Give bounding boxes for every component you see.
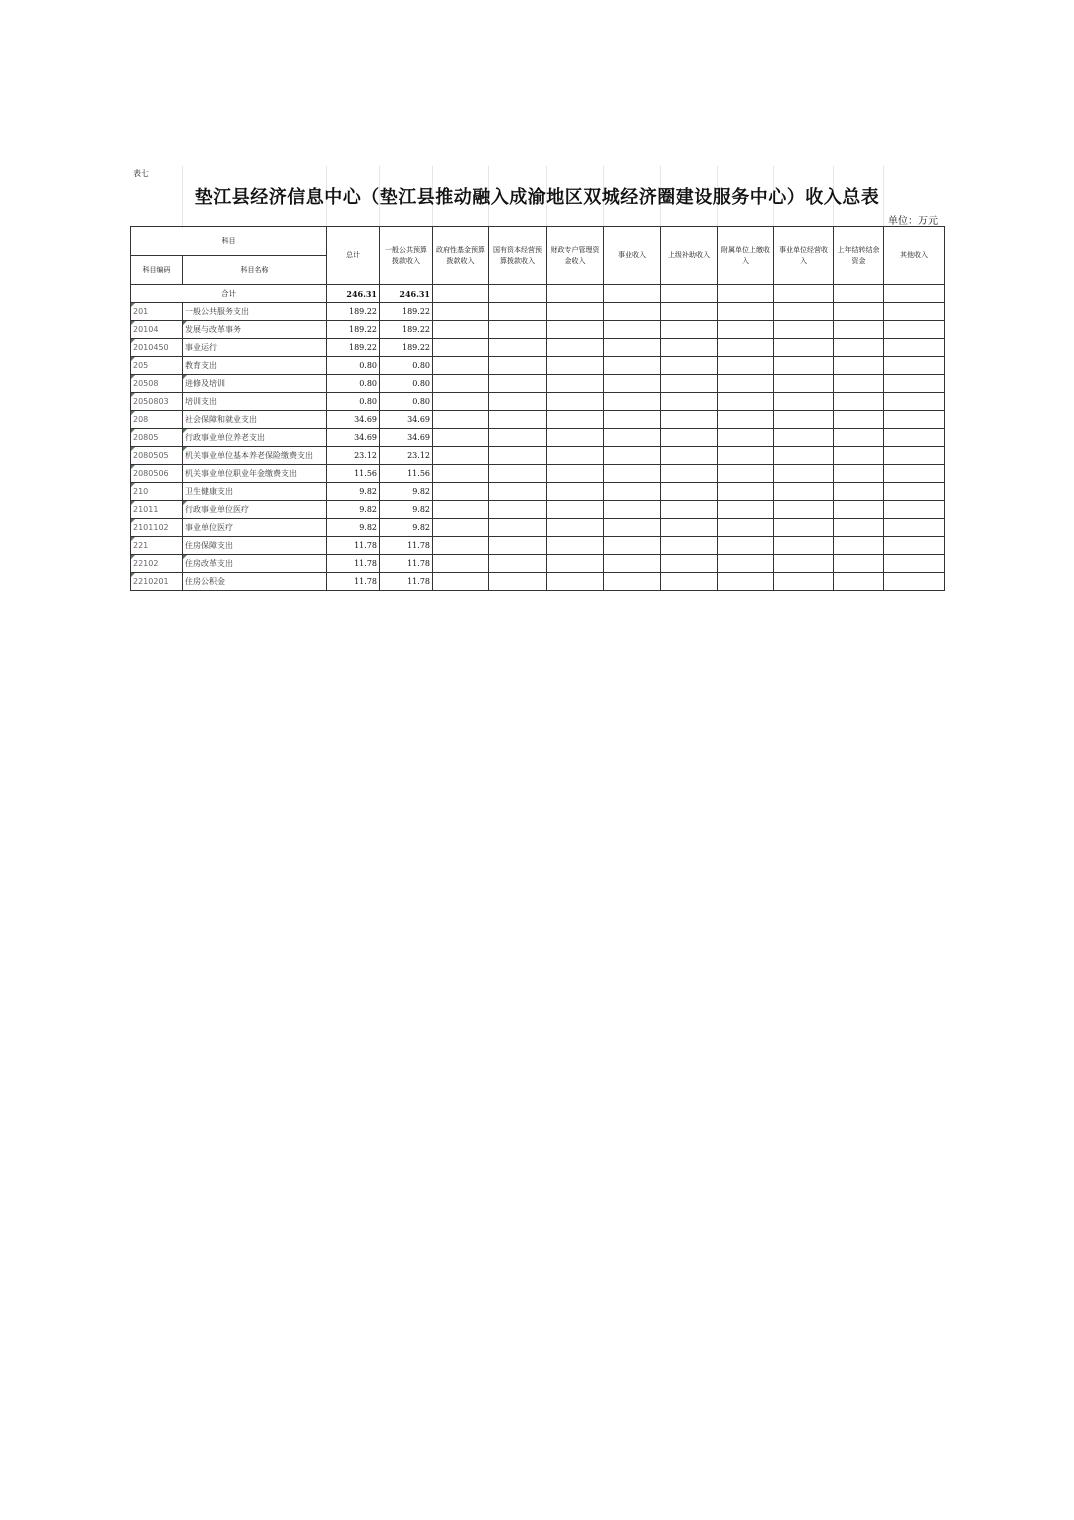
empty-cell: [774, 501, 834, 519]
header-col-other: 其他收入: [884, 227, 945, 285]
empty-cell: [774, 429, 834, 447]
header-col-general: 一般公共预算拨款收入: [380, 227, 433, 285]
empty-cell: [489, 501, 547, 519]
empty-cell: [489, 303, 547, 321]
header-code: 科目编码: [131, 256, 183, 285]
empty-cell: [718, 429, 774, 447]
empty-cell: [604, 447, 661, 465]
empty-cell: [718, 411, 774, 429]
empty-cell: [433, 321, 489, 339]
empty-cell: [547, 375, 604, 393]
empty-cell: [661, 501, 718, 519]
empty-cell: [604, 357, 661, 375]
table-row: [131, 303, 945, 321]
empty-cell: [489, 321, 547, 339]
empty-cell: [604, 465, 661, 483]
empty-cell: [661, 429, 718, 447]
empty-cell: [547, 573, 604, 591]
table-row: [131, 519, 945, 537]
header-row: [131, 227, 945, 256]
empty-cell: [489, 339, 547, 357]
empty-cell: [433, 303, 489, 321]
empty-cell: [604, 519, 661, 537]
empty-cell: [718, 375, 774, 393]
row-total: 34.69: [327, 411, 380, 429]
header-col-affiliate: 附属单位上缴收入: [718, 227, 774, 285]
empty-cell: [433, 573, 489, 591]
row-total: 189.22: [327, 339, 380, 357]
empty-cell: [884, 321, 945, 339]
row-general: 11.78: [380, 555, 433, 573]
row-total: 0.80: [327, 375, 380, 393]
empty-cell: [433, 411, 489, 429]
row-name: 事业单位医疗: [183, 519, 327, 537]
empty-cell: [489, 573, 547, 591]
empty-cell: [834, 303, 884, 321]
row-total: 0.80: [327, 357, 380, 375]
row-total: 189.22: [327, 321, 380, 339]
row-total: 0.80: [327, 393, 380, 411]
row-general: 34.69: [380, 411, 433, 429]
empty-cell: [489, 465, 547, 483]
empty-cell: [884, 357, 945, 375]
empty-cell: [547, 501, 604, 519]
row-total: 9.82: [327, 501, 380, 519]
empty-cell: [547, 339, 604, 357]
empty-cell: [547, 447, 604, 465]
empty-cell: [433, 447, 489, 465]
row-name: 发展与改革事务: [183, 321, 327, 339]
row-code: 20508: [131, 375, 183, 393]
row-total: 11.78: [327, 537, 380, 555]
empty-cell: [834, 555, 884, 573]
form-label-row: [130, 166, 944, 180]
empty-cell: [433, 393, 489, 411]
empty-cell: [718, 555, 774, 573]
row-code: 2080506: [131, 465, 183, 483]
row-name: 教育支出: [183, 357, 327, 375]
header-subject: 科目: [131, 227, 327, 256]
row-name: 培训支出: [183, 393, 327, 411]
empty-cell: [884, 555, 945, 573]
empty-cell: [774, 555, 834, 573]
header-col-total: 总计: [327, 227, 380, 285]
empty-cell: [489, 483, 547, 501]
row-total: 11.78: [327, 555, 380, 573]
empty-cell: [604, 501, 661, 519]
row-general: 9.82: [380, 483, 433, 501]
empty-cell: [433, 519, 489, 537]
empty-cell: [884, 375, 945, 393]
table-row: [131, 321, 945, 339]
empty-cell: [834, 357, 884, 375]
empty-cell: [884, 447, 945, 465]
row-name: 社会保障和就业支出: [183, 411, 327, 429]
table-row: [131, 537, 945, 555]
empty-cell: [774, 321, 834, 339]
row-general: 9.82: [380, 519, 433, 537]
row-general: 11.56: [380, 465, 433, 483]
empty-cell: [489, 393, 547, 411]
empty-cell: [884, 303, 945, 321]
empty-cell: [884, 537, 945, 555]
empty-cell: [718, 483, 774, 501]
empty-cell: [433, 465, 489, 483]
row-code: 201: [131, 303, 183, 321]
table-row: [131, 411, 945, 429]
empty-cell: [661, 339, 718, 357]
empty-cell: [547, 303, 604, 321]
empty-cell: [489, 375, 547, 393]
empty-cell: [718, 339, 774, 357]
empty-cell: [834, 393, 884, 411]
total-general: 246.31: [380, 285, 433, 303]
empty-cell: [834, 501, 884, 519]
row-code: 22102: [131, 555, 183, 573]
empty-cell: [774, 519, 834, 537]
header-col-operating: 事业单位经营收入: [774, 227, 834, 285]
empty-cell: [433, 483, 489, 501]
empty-cell: [884, 339, 945, 357]
row-code: 2210201: [131, 573, 183, 591]
empty-cell: [834, 429, 884, 447]
header-col-carryover: 上年结转结余资金: [834, 227, 884, 285]
row-code: 2101102: [131, 519, 183, 537]
empty-cell: [489, 555, 547, 573]
table-row: [131, 447, 945, 465]
empty-cell: [489, 537, 547, 555]
row-total: 11.78: [327, 573, 380, 591]
row-name: 一般公共服务支出: [183, 303, 327, 321]
row-general: 0.80: [380, 357, 433, 375]
empty-cell: [884, 501, 945, 519]
empty-cell: [661, 375, 718, 393]
empty-cell: [489, 357, 547, 375]
row-general: 189.22: [380, 303, 433, 321]
header-col-special-account: 财政专户管理资金收入: [547, 227, 604, 285]
row-code: 205: [131, 357, 183, 375]
row-general: 11.78: [380, 573, 433, 591]
empty-cell: [834, 483, 884, 501]
income-summary-sheet: [130, 166, 944, 591]
empty-cell: [834, 339, 884, 357]
empty-cell: [834, 537, 884, 555]
empty-cell: [604, 537, 661, 555]
table-row: [131, 375, 945, 393]
header-col-state-capital: 国有资本经营预算拨款收入: [489, 227, 547, 285]
empty-cell: [547, 411, 604, 429]
empty-cell: [433, 555, 489, 573]
row-total: 34.69: [327, 429, 380, 447]
empty-cell: [884, 519, 945, 537]
row-total: 11.56: [327, 465, 380, 483]
row-name: 住房保障支出: [183, 537, 327, 555]
empty-cell: [433, 501, 489, 519]
empty-cell: [774, 411, 834, 429]
row-general: 11.78: [380, 537, 433, 555]
row-general: 0.80: [380, 393, 433, 411]
empty-cell: [774, 537, 834, 555]
empty-cell: [774, 303, 834, 321]
empty-cell: [774, 375, 834, 393]
row-total: 9.82: [327, 519, 380, 537]
empty-cell: [718, 465, 774, 483]
row-name: 机关事业单位职业年金缴费支出: [183, 465, 327, 483]
table-row: [131, 501, 945, 519]
empty-cell: [547, 429, 604, 447]
empty-cell: [547, 321, 604, 339]
empty-cell: [718, 303, 774, 321]
empty-cell: [884, 429, 945, 447]
row-total: 189.22: [327, 303, 380, 321]
table-row: [131, 339, 945, 357]
empty-cell: [718, 447, 774, 465]
empty-cell: [433, 357, 489, 375]
empty-cell: [661, 537, 718, 555]
row-name: 行政事业单位医疗: [183, 501, 327, 519]
row-name: 行政事业单位养老支出: [183, 429, 327, 447]
empty-cell: [547, 537, 604, 555]
empty-cell: [718, 573, 774, 591]
row-code: 21011: [131, 501, 183, 519]
empty-cell: [718, 357, 774, 375]
row-name: 卫生健康支出: [183, 483, 327, 501]
page-title: 垫江县经济信息中心（垫江县推动融入成渝地区双城经济圈建设服务中心）收入总表: [194, 187, 880, 208]
empty-cell: [884, 573, 945, 591]
row-code: 210: [131, 483, 183, 501]
row-code: 2080505: [131, 447, 183, 465]
row-code: 221: [131, 537, 183, 555]
unit-row: [130, 212, 944, 226]
row-general: 34.69: [380, 429, 433, 447]
row-name: 机关事业单位基本养老保险缴费支出: [183, 447, 327, 465]
empty-cell: [834, 447, 884, 465]
row-total: 23.12: [327, 447, 380, 465]
row-code: 2010450: [131, 339, 183, 357]
empty-cell: [547, 357, 604, 375]
empty-cell: [774, 573, 834, 591]
empty-cell: [834, 411, 884, 429]
row-code: 20104: [131, 321, 183, 339]
empty-cell: [604, 483, 661, 501]
row-code: 208: [131, 411, 183, 429]
empty-cell: [661, 357, 718, 375]
empty-cell: [433, 375, 489, 393]
header-col-business: 事业收入: [604, 227, 661, 285]
empty-cell: [604, 555, 661, 573]
empty-cell: [834, 465, 884, 483]
table-row: [131, 555, 945, 573]
row-total: 9.82: [327, 483, 380, 501]
empty-cell: [661, 393, 718, 411]
form-label: 表七: [133, 169, 149, 178]
empty-cell: [661, 519, 718, 537]
empty-cell: [489, 447, 547, 465]
empty-cell: [774, 465, 834, 483]
empty-cell: [604, 303, 661, 321]
empty-cell: [547, 465, 604, 483]
table-row: [131, 573, 945, 591]
empty-cell: [661, 483, 718, 501]
row-name: 进修及培训: [183, 375, 327, 393]
table-row: [131, 429, 945, 447]
row-general: 0.80: [380, 375, 433, 393]
table-row: [131, 357, 945, 375]
empty-cell: [718, 537, 774, 555]
row-general: 9.82: [380, 501, 433, 519]
table-row: [131, 465, 945, 483]
empty-cell: [774, 357, 834, 375]
empty-cell: [884, 411, 945, 429]
empty-cell: [834, 573, 884, 591]
empty-cell: [774, 483, 834, 501]
table-row: [131, 393, 945, 411]
empty-cell: [661, 447, 718, 465]
empty-cell: [661, 321, 718, 339]
empty-cell: [604, 411, 661, 429]
empty-cell: [433, 429, 489, 447]
empty-cell: [489, 429, 547, 447]
total-total: 246.31: [327, 285, 380, 303]
empty-cell: [604, 429, 661, 447]
empty-cell: [547, 483, 604, 501]
empty-cell: [661, 303, 718, 321]
empty-cell: [604, 321, 661, 339]
empty-cell: [884, 465, 945, 483]
empty-cell: [661, 573, 718, 591]
empty-cell: [604, 375, 661, 393]
empty-cell: [718, 501, 774, 519]
row-code: 2050803: [131, 393, 183, 411]
row-name: 事业运行: [183, 339, 327, 357]
empty-cell: [661, 465, 718, 483]
empty-cell: [604, 393, 661, 411]
empty-cell: [547, 393, 604, 411]
empty-cell: [884, 393, 945, 411]
table-row: [131, 483, 945, 501]
empty-cell: [433, 339, 489, 357]
empty-cell: [774, 447, 834, 465]
empty-cell: [661, 555, 718, 573]
row-name: 住房改革支出: [183, 555, 327, 573]
empty-cell: [834, 321, 884, 339]
header-col-superior-subsidy: 上级补助收入: [661, 227, 718, 285]
income-table: [130, 226, 945, 591]
empty-cell: [718, 519, 774, 537]
empty-cell: [718, 393, 774, 411]
row-code: 20805: [131, 429, 183, 447]
header-name: 科目名称: [183, 256, 327, 285]
empty-cell: [718, 321, 774, 339]
empty-cell: [604, 339, 661, 357]
empty-cell: [774, 339, 834, 357]
row-name: 住房公积金: [183, 573, 327, 591]
row-general: 189.22: [380, 339, 433, 357]
empty-cell: [661, 411, 718, 429]
row-general: 189.22: [380, 321, 433, 339]
empty-cell: [834, 519, 884, 537]
header-col-gov-fund: 政府性基金预算拨款收入: [433, 227, 489, 285]
total-row: [131, 285, 945, 303]
total-label: 合计: [131, 285, 327, 303]
empty-cell: [433, 537, 489, 555]
unit-label: 单位：万元: [888, 216, 938, 227]
empty-cell: [884, 483, 945, 501]
empty-cell: [489, 411, 547, 429]
empty-cell: [774, 393, 834, 411]
row-general: 23.12: [380, 447, 433, 465]
empty-cell: [547, 555, 604, 573]
empty-cell: [604, 573, 661, 591]
empty-cell: [547, 519, 604, 537]
empty-cell: [834, 375, 884, 393]
empty-cell: [489, 519, 547, 537]
